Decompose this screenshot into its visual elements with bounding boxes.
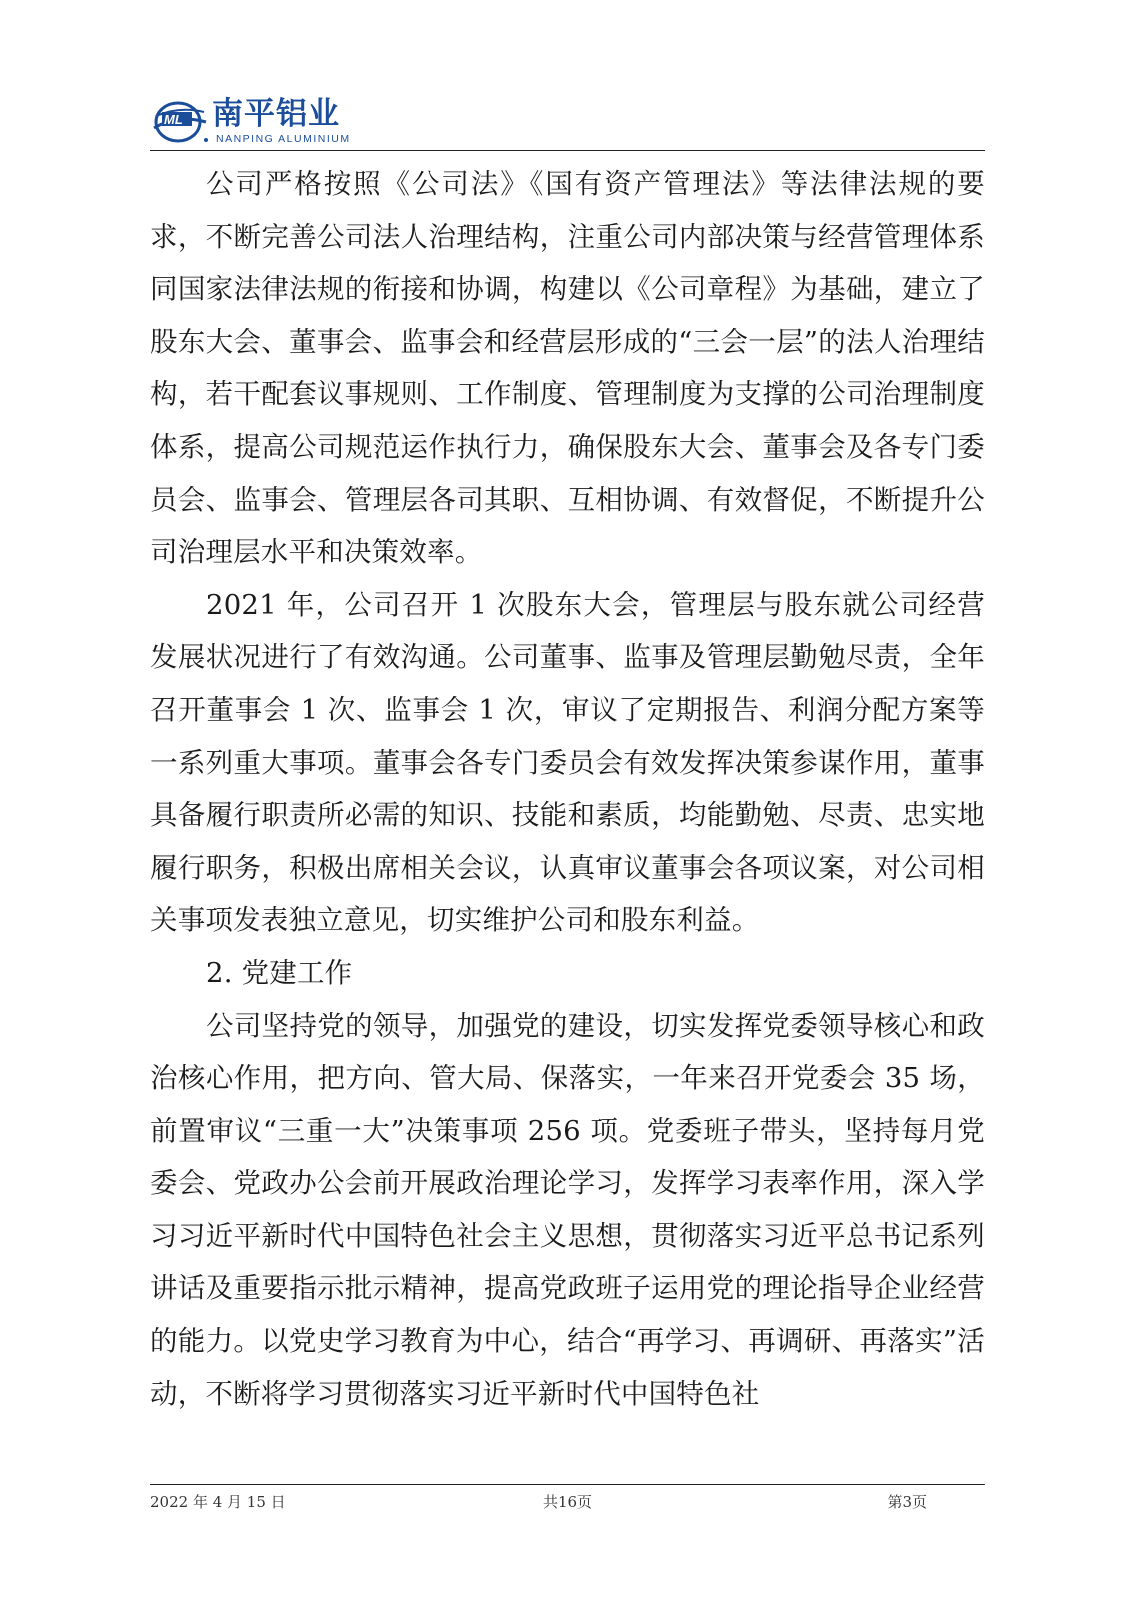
header-divider (150, 150, 985, 151)
paragraph-party-building: 公司坚持党的领导，加强党的建设，切实发挥党委领导核心和政治核心作用，把方向、管大局、保落实，一年来召开党委会 35 场，前置审议“三重一大”决策事项 256 项。党委班子带头，坚持每月党委会、党政办公会前开展政治理论学习，发挥学习表率作用，深入学习习近平新时代中国特色社会主义思想，贯彻落实习近平总书记系列讲话及重要指示批示精神，提高党政班子运用党的理论指导企业经营的能力。以党史学习教育为中心，结合“再学习、再调研、再落实”活动，不断将学习贯彻落实习近平新时代中国特色社 (150, 1009, 985, 1410)
svg-text:ML: ML (164, 112, 183, 127)
logo-text-en: NANPING ALUMINIUM (216, 133, 351, 145)
footer-date: 2022 年 4 月 15 日 (150, 1493, 286, 1511)
logo-text-cn: 南平铝业 (212, 96, 340, 132)
company-logo-icon (150, 98, 212, 144)
paragraph-meetings-2021: 2021 年，公司召开 1 次股东大会，管理层与股东就公司经营发展状况进行了有效沟通。公司董事、监事及管理层勤勉尽责，全年召开董事会 1 次、监事会 1 次，审议了定期报告、利润分配方案等一系列重大事项。董事会各专门委员会有效发挥决策参谋作用，董事具备履行职责所必需的知识、技能和素质，均能勤勉、尽责、忠实地履行职务，积极出席相关会议，认真审议董事会各项议案，对公司相关事项发表独立意见，切实维护公司和股东利益。 (150, 588, 985, 937)
footer-page-number: 第3页 (887, 1493, 927, 1511)
footer-divider (150, 1484, 985, 1485)
paragraph-governance: 公司严格按照《公司法》《国有资产管理法》等法律法规的要求，不断完善公司法人治理结构，注重公司内部决策与经营管理体系同国家法律法规的衔接和协调，构建以《公司章程》为基础，建立了股东大会、董事会、监事会和经营层形成的“三会一层”的法人治理结构，若干配套议事规则、工作制度、管理制度为支撑的公司治理制度体系，提高公司规范运作执行力，确保股东大会、董事会及各专门委员会、监事会、管理层各司其职、互相协调、有效督促，不断提升公司治理层水平和决策效率。 (150, 168, 985, 569)
footer-total-pages: 共16页 (542, 1493, 593, 1511)
document-body (150, 158, 985, 1420)
page-footer (150, 1490, 985, 1514)
page-header (150, 96, 985, 152)
section-heading-party-building: 2. 党建工作 (206, 956, 353, 989)
